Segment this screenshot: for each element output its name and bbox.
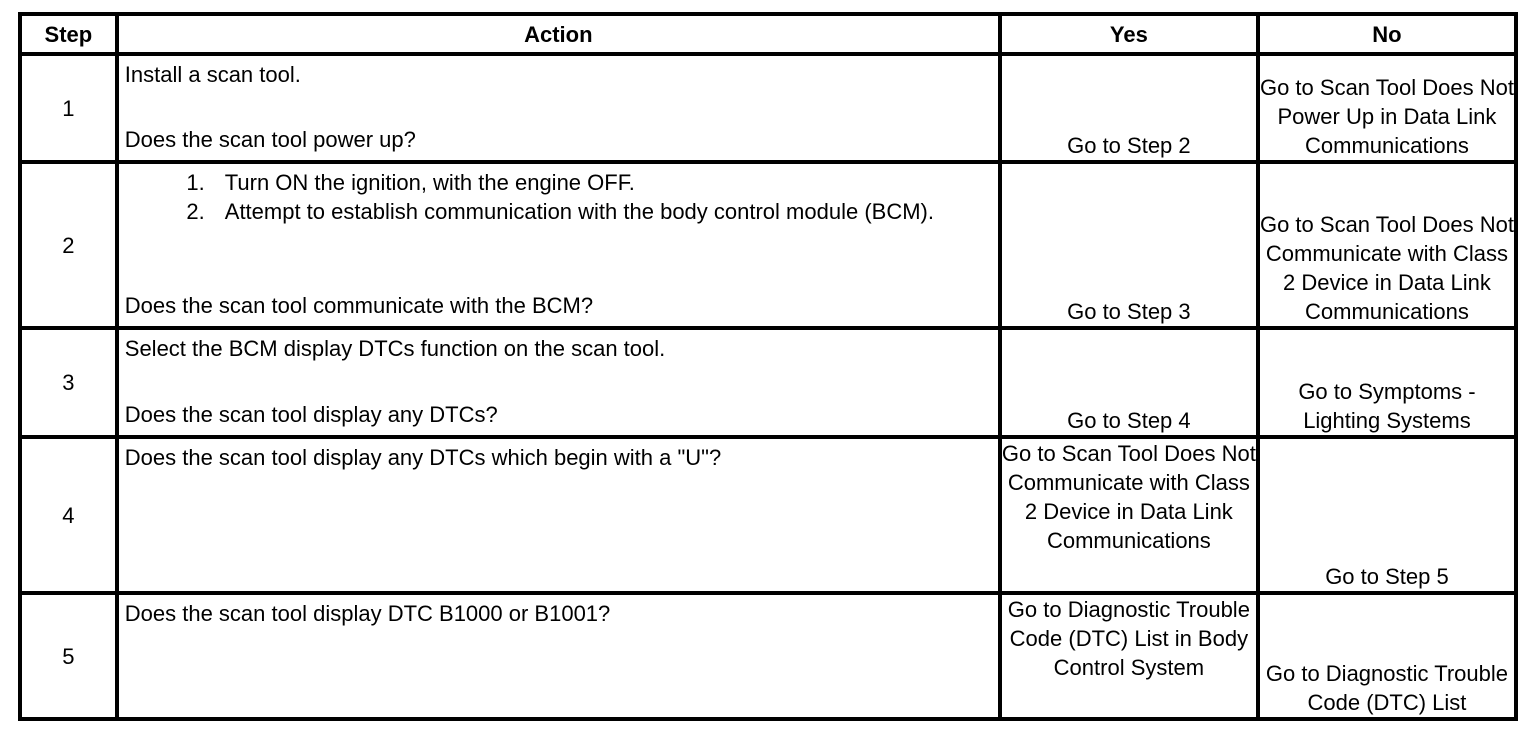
list-item: [125, 197, 992, 226]
list-item: [125, 168, 992, 197]
table-row: [20, 437, 1516, 593]
no-cell: Go to Scan Tool Does Not Power Up in Data Link Communications: [1258, 54, 1516, 162]
action-cell: [117, 437, 1000, 593]
header-no: No: [1258, 14, 1516, 54]
question-text: Does the scan tool communicate with the BCM?: [124, 293, 594, 318]
step-number: 1: [20, 54, 117, 162]
diagnostic-table: [18, 12, 1518, 721]
question-text: Does the scan tool display DTC B1000 or B1001?: [124, 601, 611, 626]
question-text: Does the scan tool power up?: [124, 127, 416, 152]
yes-cell: Go to Step 4: [1000, 328, 1258, 437]
header-row: [20, 14, 1516, 54]
yes-cell: Go to Step 2: [1000, 54, 1258, 162]
yes-cell: Go to Scan Tool Does Not Communicate with Class 2 Device in Data Link Communications: [1000, 437, 1258, 593]
action-text: Install a scan tool.: [124, 62, 301, 87]
step-number: 4: [20, 437, 117, 593]
no-cell: Go to Diagnostic Trouble Code (DTC) List: [1258, 593, 1516, 719]
table-row: [20, 54, 1516, 162]
step-number: 5: [20, 593, 117, 719]
substep-text: Attempt to establish communication with the body control module (BCM).: [224, 199, 934, 224]
question-text: Does the scan tool display any DTCs?: [124, 402, 498, 427]
substep-number: 2.: [186, 199, 205, 224]
substep-number: 1.: [186, 170, 205, 195]
question-text: Does the scan tool display any DTCs which begin with a "U"?: [124, 445, 722, 470]
action-text: Select the BCM display DTCs function on the scan tool.: [124, 336, 666, 361]
table-row: [20, 328, 1516, 437]
action-cell: [117, 162, 1000, 328]
no-cell: Go to Symptoms - Lighting Systems: [1258, 328, 1516, 437]
yes-cell: Go to Step 3: [1000, 162, 1258, 328]
action-cell: [117, 328, 1000, 437]
no-cell: Go to Step 5: [1258, 437, 1516, 593]
header-step: Step: [20, 14, 117, 54]
step-number: 2: [20, 162, 117, 328]
header-yes: Yes: [1000, 14, 1258, 54]
action-cell: [117, 54, 1000, 162]
step-number: 3: [20, 328, 117, 437]
action-cell: [117, 593, 1000, 719]
yes-cell: Go to Diagnostic Trouble Code (DTC) List in Body Control System: [1000, 593, 1258, 719]
header-action: Action: [117, 14, 1000, 54]
no-cell: Go to Scan Tool Does Not Communicate with Class 2 Device in Data Link Communications: [1258, 162, 1516, 328]
substep-text: Turn ON the ignition, with the engine OFF.: [224, 170, 635, 195]
table-row: [20, 162, 1516, 328]
table-row: [20, 593, 1516, 719]
substep-list: [125, 168, 992, 226]
